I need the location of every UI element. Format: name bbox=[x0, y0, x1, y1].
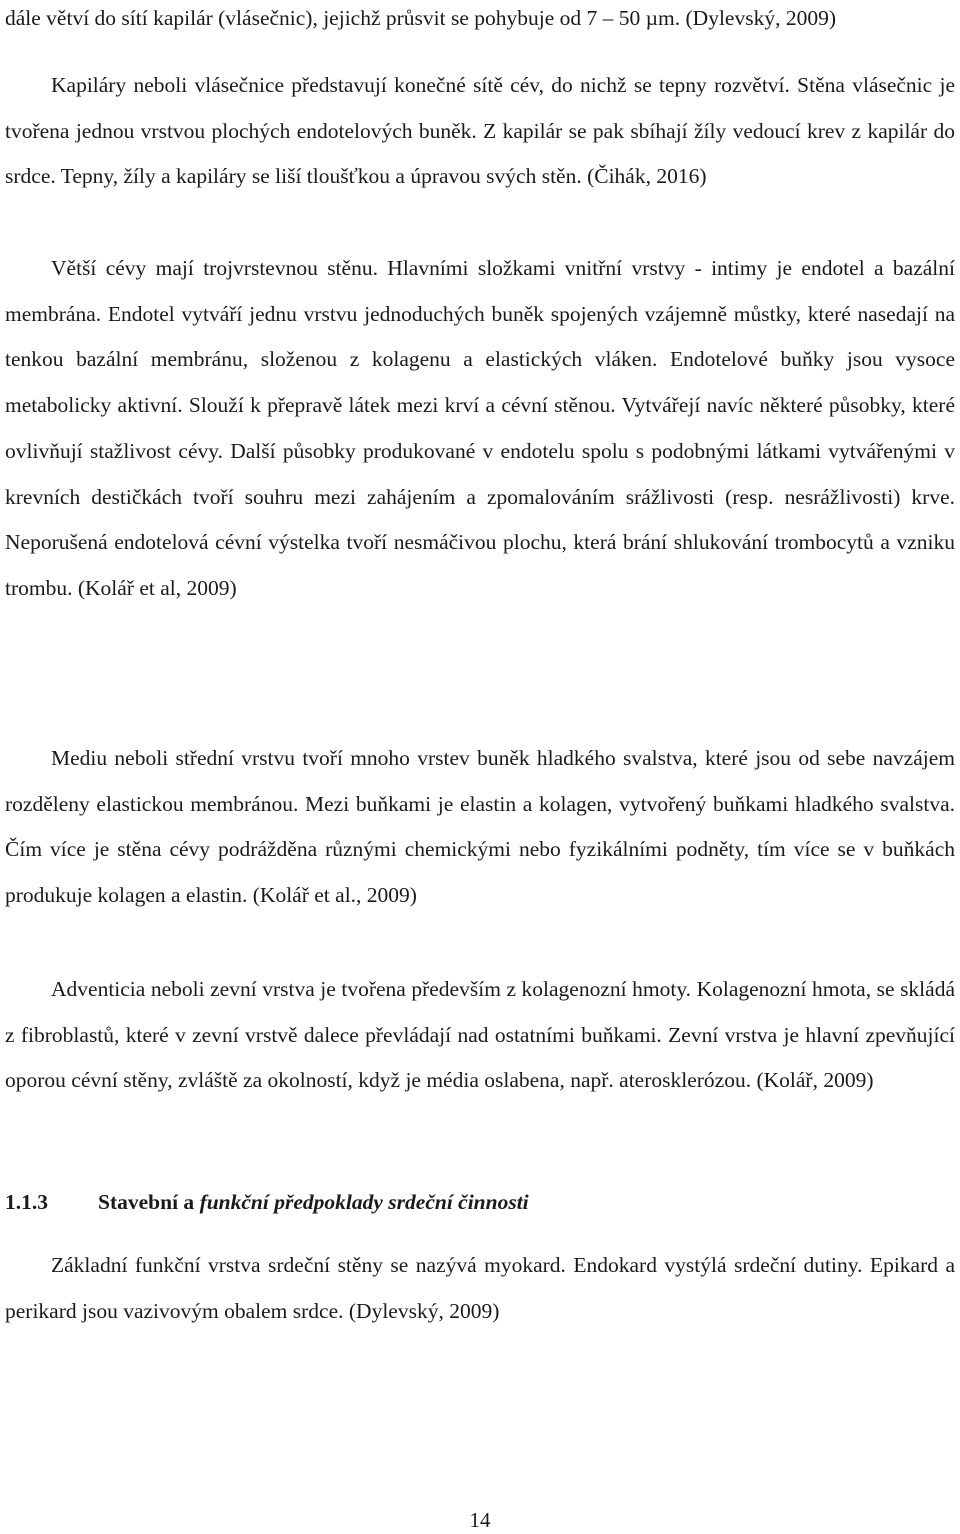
paragraph-intima: Větší cévy mají trojvrstevnou stěnu. Hlavními složkami vnitřní vrstvy - intimy je endotel a bazální membrána. Endotel vytváří jednu vrstvu jednoduchých buněk spojených vzájemně můstky, které nasedají na tenkou bazální membránu, složenou z kolagenu a elastických vláken. Endotelové buňky jsou vysoce metabolicky aktivní. Slouží k přepravě látek mezi krví a cévní stěnou. Vytvářejí navíc některé působky, které ovlivňují stažlivost cévy. Další působky produkované v endotelu spolu s podobnými látkami vytvářenými v krevních destičkách tvoří souhru mezi zahájením a zpomalováním srážlivosti (resp. nesrážlivosti) krve. Neporušená endotelová cévní výstelka tvoří nesmáčivou plochu, která brání shlukování trombocytů a vzniku trombu. (Kolář et al, 2009) bbox=[5, 256, 955, 600]
paragraph-media: Mediu neboli střední vrstvu tvoří mnoho vrstev buněk hladkého svalstva, které jsou od sebe navzájem rozděleny elastickou membránou. Mezi buňkami je elastin a kolagen, vytvořený buňkami hladkého svalstva. Čím více je stěna cévy podrážděna různými chemickými nebo fyzikálními podněty, tím více se v buňkách produkuje kolagen a elastin. (Kolář et al., 2009) bbox=[5, 746, 955, 908]
section-number: 1.1.3 bbox=[5, 1190, 48, 1214]
paragraph-vessel-branching: dále větví do sítí kapilár (vlásečnic), jejichž průsvit se pohybuje od 7 – 50 µm. (Dylevský, 2009) bbox=[5, 6, 836, 30]
paragraph-adventitia: Adventicia neboli zevní vrstva je tvořena především z kolagenozní hmoty. Kolagenozní hmota, se skládá z fibroblastů, které v zevní vrstvě dalece převládají nad ostatními buňkami. Zevní vrstva je hlavní zpevňující oporou cévní stěny, zvláště za okolností, když je média oslabena, např. aterosklerózou. (Kolář, 2009) bbox=[5, 977, 955, 1093]
page-number: 14 bbox=[469, 1508, 491, 1532]
paragraph-capillaries: Kapiláry neboli vlásečnice představují konečné sítě cév, do nichž se tepny rozvětví. Stěna vlásečnic je tvořena jednou vrstvou plochých endotelových buněk. Z kapilár se pak sbíhají žíly vedoucí krev z kapilár do srdce. Tepny, žíly a kapiláry se liší tloušťkou a úpravou svých stěn. (Čihák, 2016) bbox=[5, 73, 955, 189]
section-title-plain: Stavební a bbox=[98, 1190, 200, 1214]
paragraph-heart-wall: Základní funkční vrstva srdeční stěny se nazývá myokard. Endokard vystýlá srdeční dutiny. Epikard a perikard jsou vazivovým obalem srdce. (Dylevský, 2009) bbox=[5, 1253, 955, 1323]
section-title-italic: funkční předpoklady srdeční činnosti bbox=[199, 1190, 529, 1214]
section-heading bbox=[5, 1180, 529, 1226]
